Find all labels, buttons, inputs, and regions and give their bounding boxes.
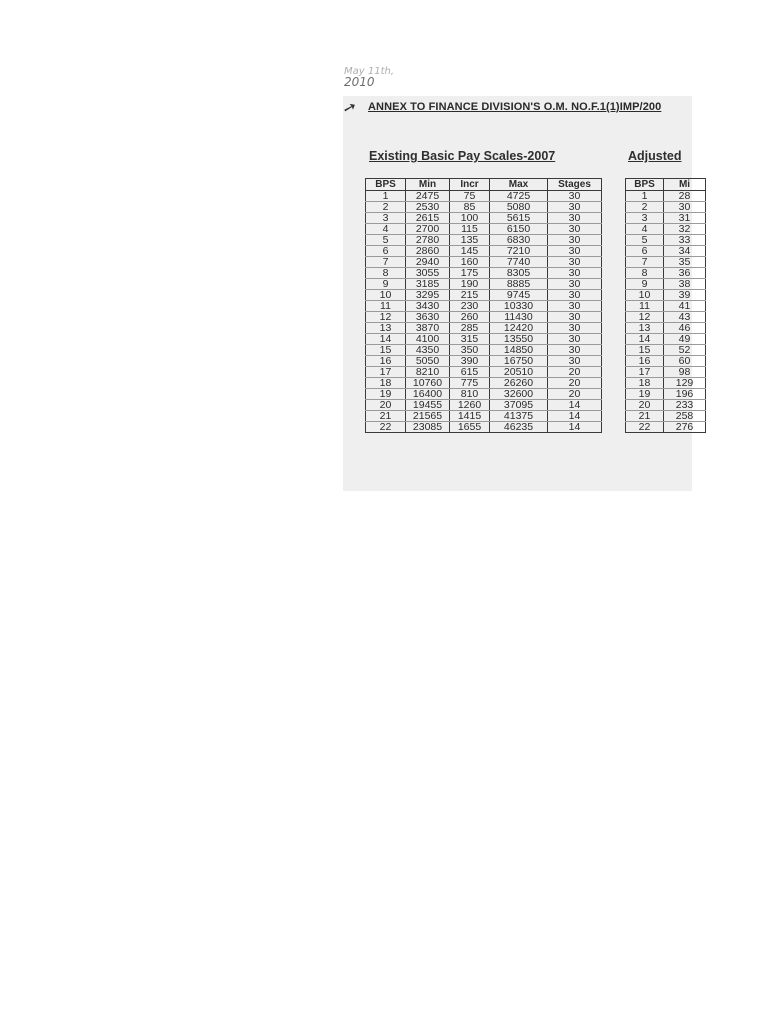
table-cell: 16	[366, 356, 406, 367]
table-cell: 16400	[406, 389, 450, 400]
table-cell: 285	[450, 323, 490, 334]
table-cell: 2	[366, 202, 406, 213]
table-row	[366, 312, 602, 323]
table-cell: 3630	[406, 312, 450, 323]
table-cell: 615	[450, 367, 490, 378]
table-row	[626, 279, 706, 290]
table-row	[366, 213, 602, 224]
table-row	[626, 389, 706, 400]
table-cell: 21	[366, 411, 406, 422]
table-cell: 7	[626, 257, 664, 268]
table-cell: 1	[366, 191, 406, 202]
table-cell: 196	[664, 389, 706, 400]
table-cell: 35	[664, 257, 706, 268]
table-cell: 4	[366, 224, 406, 235]
table-cell: 46235	[490, 422, 548, 433]
table-cell: 19455	[406, 400, 450, 411]
table-cell: 10	[366, 290, 406, 301]
table-cell: 30	[548, 290, 602, 301]
table-cell: 33	[664, 235, 706, 246]
table-cell: 5	[626, 235, 664, 246]
table-cell: 9745	[490, 290, 548, 301]
table-cell: 4350	[406, 345, 450, 356]
table-cell: 3870	[406, 323, 450, 334]
table-cell: 100	[450, 213, 490, 224]
table-row	[366, 334, 602, 345]
table-row	[626, 334, 706, 345]
table-row	[626, 191, 706, 202]
table-row	[366, 301, 602, 312]
table-cell: 98	[664, 367, 706, 378]
table-row	[626, 246, 706, 257]
existing-table-body	[366, 191, 602, 433]
table-cell: 14850	[490, 345, 548, 356]
table-cell: 17	[626, 367, 664, 378]
table-cell: 258	[664, 411, 706, 422]
table-cell: 13	[366, 323, 406, 334]
table-cell: 775	[450, 378, 490, 389]
table-row	[626, 268, 706, 279]
table-row	[366, 356, 602, 367]
table-cell: 32	[664, 224, 706, 235]
table-cell: 8210	[406, 367, 450, 378]
table-row	[366, 246, 602, 257]
table-cell: 135	[450, 235, 490, 246]
table-header-row	[366, 179, 602, 191]
table-cell: 30	[548, 301, 602, 312]
table-cell: 1260	[450, 400, 490, 411]
table-cell: 7740	[490, 257, 548, 268]
table-cell: 2940	[406, 257, 450, 268]
table-cell: 3295	[406, 290, 450, 301]
table-cell: 20	[548, 367, 602, 378]
table-row	[626, 224, 706, 235]
column-header: Incr	[450, 179, 490, 191]
table-cell: 49	[664, 334, 706, 345]
table-row	[366, 378, 602, 389]
table-cell: 11430	[490, 312, 548, 323]
table-cell: 10330	[490, 301, 548, 312]
adjusted-scales-heading: Adjusted	[628, 149, 682, 163]
table-cell: 30	[664, 202, 706, 213]
existing-scales-heading: Existing Basic Pay Scales-2007	[369, 149, 556, 163]
table-cell: 810	[450, 389, 490, 400]
table-row	[366, 422, 602, 433]
table-cell: 6	[366, 246, 406, 257]
table-cell: 8	[366, 268, 406, 279]
date-caption	[344, 68, 394, 89]
table-cell: 129	[664, 378, 706, 389]
table-cell: 15	[366, 345, 406, 356]
table-cell: 2	[626, 202, 664, 213]
table-cell: 46	[664, 323, 706, 334]
column-header: Max	[490, 179, 548, 191]
table-row	[626, 290, 706, 301]
table-cell: 2700	[406, 224, 450, 235]
table-cell: 7210	[490, 246, 548, 257]
table-cell: 230	[450, 301, 490, 312]
table-cell: 23085	[406, 422, 450, 433]
table-cell: 11	[626, 301, 664, 312]
table-cell: 1	[626, 191, 664, 202]
table-cell: 3	[366, 213, 406, 224]
table-cell: 30	[548, 268, 602, 279]
table-row	[366, 389, 602, 400]
table-cell: 32600	[490, 389, 548, 400]
table-cell: 8	[626, 268, 664, 279]
table-cell: 14	[626, 334, 664, 345]
table-cell: 5615	[490, 213, 548, 224]
table-cell: 4100	[406, 334, 450, 345]
table-cell: 14	[548, 411, 602, 422]
table-cell: 9	[626, 279, 664, 290]
table-cell: 160	[450, 257, 490, 268]
table-row	[626, 213, 706, 224]
table-cell: 19	[366, 389, 406, 400]
table-row	[626, 411, 706, 422]
table-cell: 8885	[490, 279, 548, 290]
table-cell: 31	[664, 213, 706, 224]
table-cell: 17	[366, 367, 406, 378]
table-cell: 30	[548, 279, 602, 290]
table-row	[366, 411, 602, 422]
column-header: Mi	[664, 179, 706, 191]
table-cell: 12420	[490, 323, 548, 334]
table-cell: 14	[548, 400, 602, 411]
table-cell: 52	[664, 345, 706, 356]
existing-pay-scales-table	[365, 178, 602, 433]
table-cell: 30	[548, 235, 602, 246]
table-row	[366, 202, 602, 213]
table-cell: 22	[366, 422, 406, 433]
table-cell: 30	[548, 323, 602, 334]
table-cell: 2530	[406, 202, 450, 213]
table-cell: 11	[366, 301, 406, 312]
table-cell: 9	[366, 279, 406, 290]
date-caption-year: 2010	[344, 75, 375, 89]
table-cell: 16750	[490, 356, 548, 367]
table-row	[626, 323, 706, 334]
table-cell: 60	[664, 356, 706, 367]
table-cell: 2780	[406, 235, 450, 246]
table-row	[366, 268, 602, 279]
table-cell: 6150	[490, 224, 548, 235]
table-cell: 5	[366, 235, 406, 246]
table-cell: 3055	[406, 268, 450, 279]
table-cell: 12	[366, 312, 406, 323]
table-cell: 6830	[490, 235, 548, 246]
table-cell: 34	[664, 246, 706, 257]
table-row	[366, 279, 602, 290]
table-row	[366, 323, 602, 334]
column-header: Stages	[548, 179, 602, 191]
table-cell: 13550	[490, 334, 548, 345]
table-cell: 2860	[406, 246, 450, 257]
table-cell: 2615	[406, 213, 450, 224]
table-cell: 175	[450, 268, 490, 279]
table-cell: 30	[548, 213, 602, 224]
table-cell: 4	[626, 224, 664, 235]
table-cell: 260	[450, 312, 490, 323]
table-cell: 36	[664, 268, 706, 279]
table-row	[626, 235, 706, 246]
table-cell: 13	[626, 323, 664, 334]
table-row	[366, 257, 602, 268]
table-cell: 18	[366, 378, 406, 389]
table-cell: 115	[450, 224, 490, 235]
table-row	[626, 367, 706, 378]
table-cell: 41375	[490, 411, 548, 422]
table-cell: 5080	[490, 202, 548, 213]
table-cell: 1655	[450, 422, 490, 433]
table-cell: 38	[664, 279, 706, 290]
table-cell: 10	[626, 290, 664, 301]
table-cell: 2475	[406, 191, 450, 202]
table-cell: 215	[450, 290, 490, 301]
table-cell: 30	[548, 312, 602, 323]
table-row	[626, 312, 706, 323]
date-caption-faded: May 11th,	[344, 66, 395, 77]
table-cell: 3	[626, 213, 664, 224]
table-row	[626, 257, 706, 268]
table-cell: 20	[366, 400, 406, 411]
table-cell: 14	[548, 422, 602, 433]
table-cell: 12	[626, 312, 664, 323]
table-cell: 39	[664, 290, 706, 301]
table-cell: 3185	[406, 279, 450, 290]
table-row	[626, 378, 706, 389]
annex-title: ANNEX TO FINANCE DIVISION'S O.M. NO.F.1(1)IMP/200	[368, 101, 662, 113]
column-header: BPS	[366, 179, 406, 191]
table-row	[626, 422, 706, 433]
table-row	[626, 301, 706, 312]
table-cell: 20510	[490, 367, 548, 378]
table-cell: 41	[664, 301, 706, 312]
table-cell: 350	[450, 345, 490, 356]
table-cell: 20	[548, 378, 602, 389]
table-cell: 30	[548, 191, 602, 202]
table-header-row	[626, 179, 706, 191]
table-cell: 28	[664, 191, 706, 202]
table-cell: 19	[626, 389, 664, 400]
table-cell: 30	[548, 224, 602, 235]
adjusted-pay-scales-table	[625, 178, 706, 433]
table-cell: 20	[548, 389, 602, 400]
table-cell: 14	[366, 334, 406, 345]
table-cell: 37095	[490, 400, 548, 411]
table-row	[366, 191, 602, 202]
adjusted-table-body	[626, 191, 706, 433]
table-cell: 7	[366, 257, 406, 268]
table-cell: 85	[450, 202, 490, 213]
table-row	[366, 224, 602, 235]
table-cell: 276	[664, 422, 706, 433]
table-cell: 390	[450, 356, 490, 367]
table-cell: 233	[664, 400, 706, 411]
table-cell: 18	[626, 378, 664, 389]
table-cell: 30	[548, 202, 602, 213]
scanned-document	[340, 96, 694, 491]
table-cell: 26260	[490, 378, 548, 389]
table-cell: 8305	[490, 268, 548, 279]
table-cell: 21565	[406, 411, 450, 422]
table-cell: 21	[626, 411, 664, 422]
table-cell: 315	[450, 334, 490, 345]
table-cell: 30	[548, 246, 602, 257]
table-row	[626, 356, 706, 367]
table-cell: 15	[626, 345, 664, 356]
table-cell: 43	[664, 312, 706, 323]
table-cell: 30	[548, 356, 602, 367]
table-cell: 30	[548, 345, 602, 356]
table-cell: 190	[450, 279, 490, 290]
table-cell: 145	[450, 246, 490, 257]
table-cell: 30	[548, 334, 602, 345]
table-cell: 75	[450, 191, 490, 202]
table-row	[626, 202, 706, 213]
table-row	[626, 345, 706, 356]
pen-mark-icon: ➚	[340, 96, 359, 119]
table-cell: 3430	[406, 301, 450, 312]
table-cell: 30	[548, 257, 602, 268]
table-cell: 10760	[406, 378, 450, 389]
table-cell: 20	[626, 400, 664, 411]
table-cell: 5050	[406, 356, 450, 367]
table-cell: 6	[626, 246, 664, 257]
table-cell: 1415	[450, 411, 490, 422]
table-row	[366, 367, 602, 378]
table-row	[626, 400, 706, 411]
table-row	[366, 290, 602, 301]
column-header: Min	[406, 179, 450, 191]
table-cell: 16	[626, 356, 664, 367]
table-row	[366, 235, 602, 246]
table-cell: 22	[626, 422, 664, 433]
table-row	[366, 345, 602, 356]
table-cell: 4725	[490, 191, 548, 202]
column-header: BPS	[626, 179, 664, 191]
table-row	[366, 400, 602, 411]
